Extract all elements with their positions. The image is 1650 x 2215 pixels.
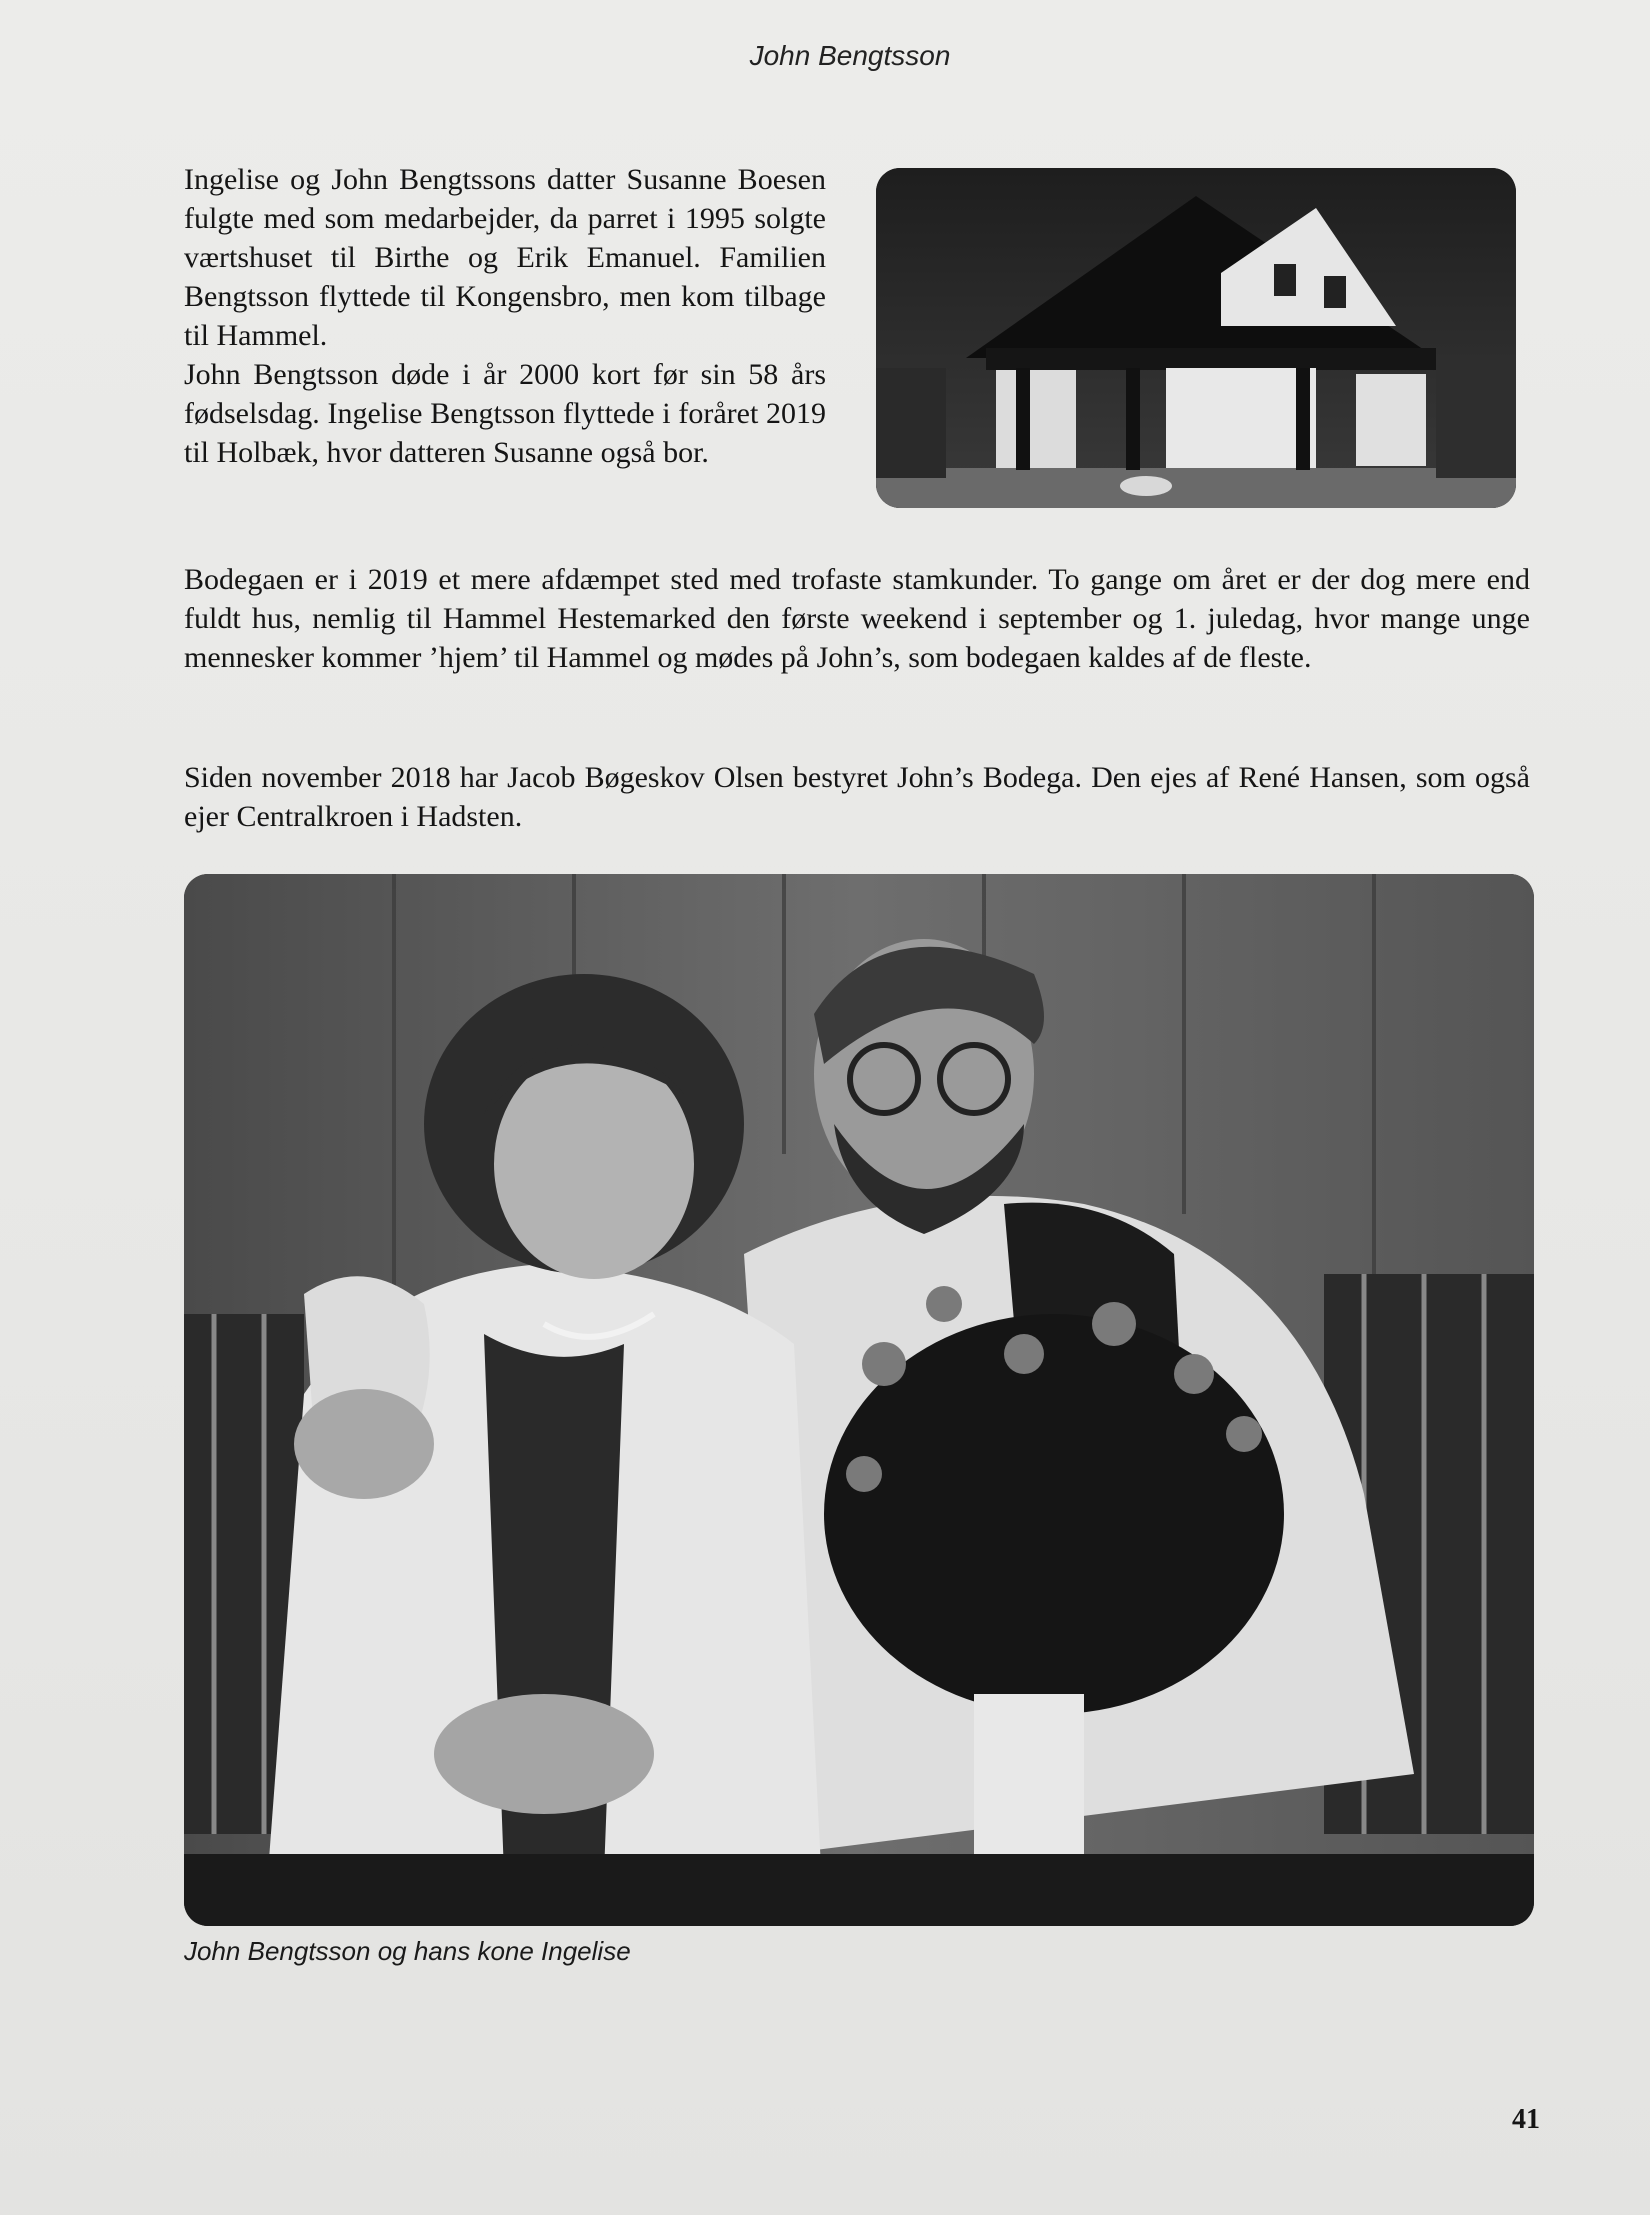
- intro-text-column: [184, 160, 826, 472]
- photo-caption: John Bengtsson og hans kone Ingelise: [184, 1936, 631, 1966]
- couple-illustration: [184, 874, 1534, 1926]
- body-paragraph-owner: Siden november 2018 har Jacob Bøgeskov Olsen bestyret John’s Bodega. Den ejes af René Hansen, som også ejer Centralkroen i Hadsten.: [184, 761, 1530, 833]
- couple-photo: [184, 874, 1534, 1926]
- body-paragraph-bodega: Bodegaen er i 2019 et mere afdæmpet sted med trofaste stamkunder. To gange om året er der dog mere end fuldt hus, nemlig til Hammel Hestemarked den første weekend i september og 1. juledag, hvor mange unge mennesker kommer ’hjem’ til Hammel og mødes på John’s, som bodegaen kaldes af de fleste.: [184, 563, 1530, 674]
- house-illustration: [876, 168, 1516, 508]
- intro-paragraph-2: John Bengtsson døde i år 2000 kort før sin 58 års fødselsdag. Ingelise Bengtsson flyttede i foråret 2019 til Holbæk, hvor datteren Susanne også bor.: [184, 358, 826, 469]
- house-photo: [876, 168, 1516, 508]
- page-number: 41: [1512, 2104, 1540, 2135]
- intro-paragraph-1: Ingelise og John Bengtssons datter Susanne Boesen fulgte med som medarbejder, da parret i 1995 solgte værtshuset til Birthe og Erik Emanuel. Familien Bengtsson flyttede til Kongensbro, men kom tilbage til Hammel.: [184, 163, 826, 352]
- running-head: John Bengtsson: [749, 40, 951, 71]
